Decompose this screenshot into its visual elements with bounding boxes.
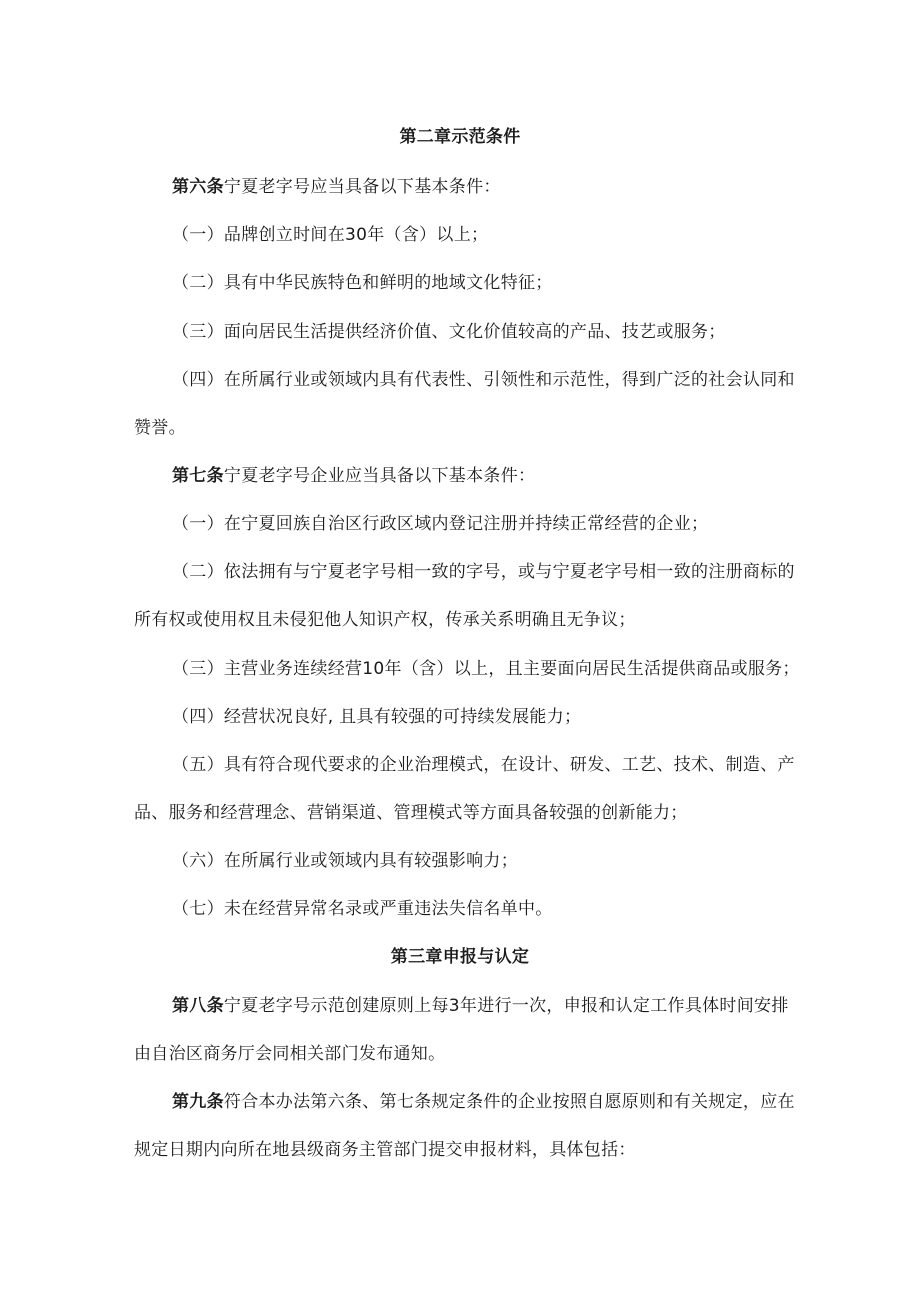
article-7-intro: 宁夏老字号企业应当具备以下基本条件： xyxy=(223,466,536,486)
article-8-text-1: 宁夏老字号示范创建原则上每3年进行一次，申报和认定工作具体时间安排 xyxy=(223,996,789,1016)
article-9-line-2: 规定日期内向所在地县级商务主管部门提交申报材料，具体包括： xyxy=(134,1140,636,1160)
article-6-intro: 宁夏老字号应当具备以下基本条件： xyxy=(223,177,501,197)
article-7-heading xyxy=(172,465,535,487)
article-6-label: 第六条 xyxy=(172,177,224,197)
chapter-2-title: 第二章示范条件 xyxy=(399,127,521,147)
article-9-text-1: 符合本办法第六条、第七条规定条件的企业按照自愿原则和有关规定，应在 xyxy=(223,1092,795,1112)
article-7-item-7: （七）未在经营异常名录或严重违法失信名单中。 xyxy=(172,899,553,919)
article-7-item-6: （六）在所属行业或领域内具有较强影响力； xyxy=(172,851,518,871)
article-6-item-3: （三）面向居民生活提供经济价值、文化价值较高的产品、技艺或服务； xyxy=(172,322,726,342)
article-9-label: 第九条 xyxy=(172,1092,224,1112)
article-7-item-2-cont: 所有权或使用权且未侵犯他人知识产权，传承关系明确且无争议； xyxy=(134,610,636,630)
article-6-item-2: （二）具有中华民族特色和鲜明的地域文化特征； xyxy=(172,273,553,293)
article-7-item-1: （一）在宁夏回族自治区行政区域内登记注册并持续正常经营的企业； xyxy=(172,514,709,534)
article-7-item-2: （二）依法拥有与宁夏老字号相一致的字号，或与宁夏老字号相一致的注册商标的 xyxy=(172,562,795,582)
article-9-line-1 xyxy=(172,1091,795,1113)
article-6-item-4: （四）在所属行业或领域内具有代表性、引领性和示范性，得到广泛的社会认同和 xyxy=(172,370,795,390)
article-8-line-2: 由自治区商务厅会同相关部门发布通知。 xyxy=(134,1044,446,1064)
article-8-line-1 xyxy=(172,995,789,1017)
article-6-item-1: （一）品牌创立时间在30年（含）以上； xyxy=(172,225,489,245)
article-8-label: 第八条 xyxy=(172,996,224,1016)
chapter-3-title: 第三章申报与认定 xyxy=(390,947,530,967)
article-7-item-5-cont: 品、服务和经营理念、营销渠道、管理模式等方面具备较强的创新能力； xyxy=(134,803,688,823)
article-6-item-4-cont: 赞誉。 xyxy=(134,418,186,438)
article-7-item-5: （五）具有符合现代要求的企业治理模式，在设计、研发、工艺、技术、制造、产 xyxy=(172,755,795,775)
article-6-heading xyxy=(172,176,501,198)
article-7-item-4: （四）经营状况良好, 且具有较强的可持续发展能力； xyxy=(172,707,582,727)
article-7-item-3: （三）主营业务连续经营10年（含）以上，且主要面向居民生活提供商品或服务； xyxy=(172,659,800,679)
article-7-label: 第七条 xyxy=(172,466,224,486)
